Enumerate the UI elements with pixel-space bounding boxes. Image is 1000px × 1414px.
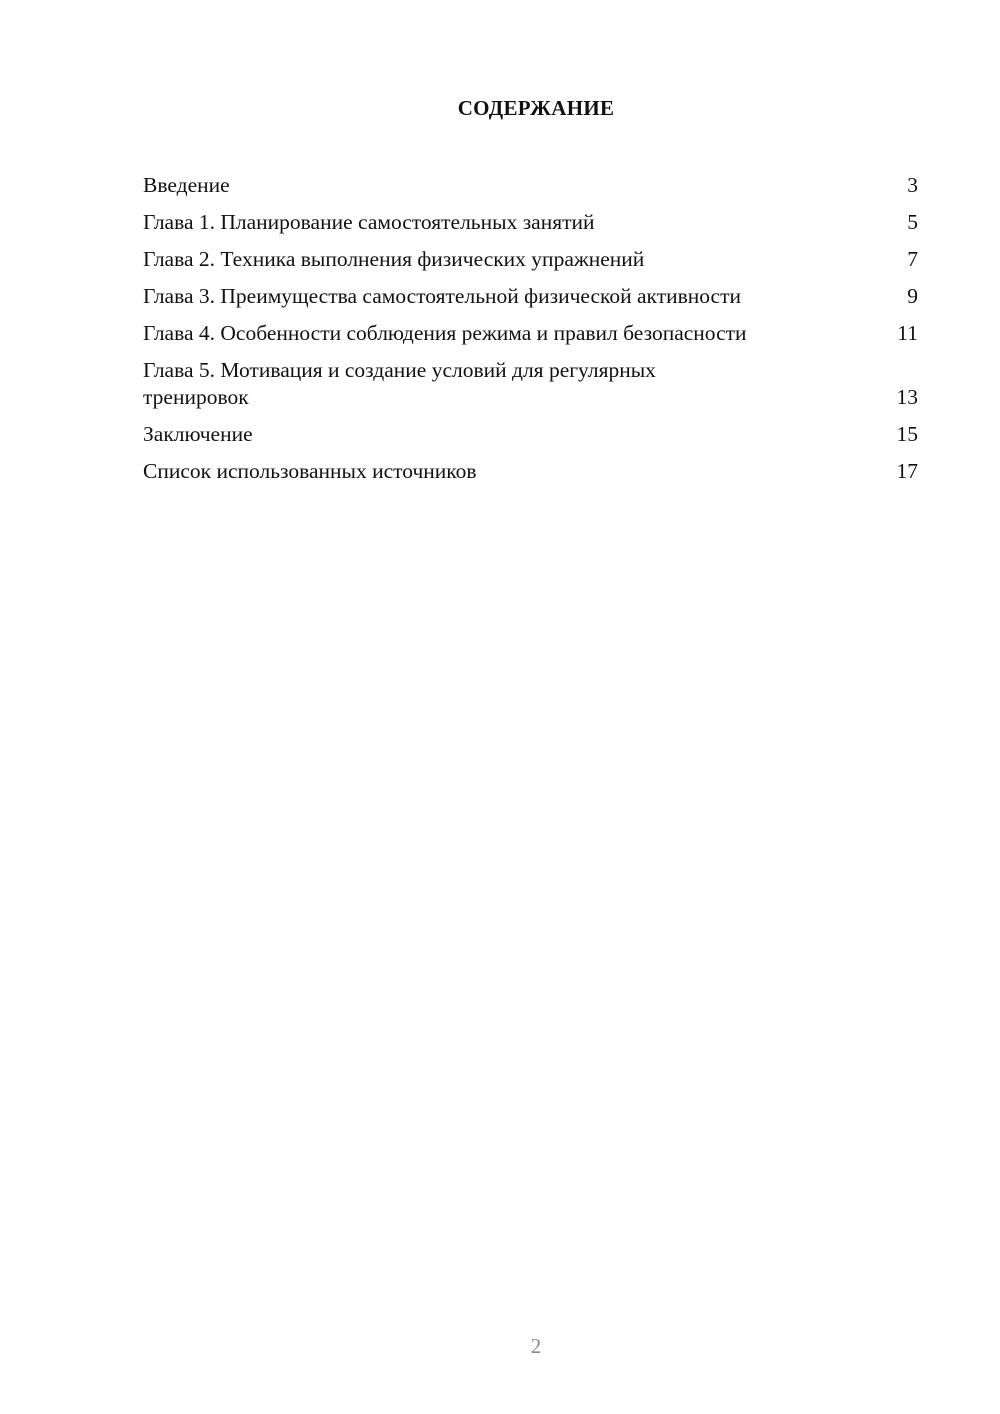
toc-entry-page: 15 bbox=[896, 422, 918, 446]
toc-entry-text: Список использованных источников bbox=[143, 459, 477, 483]
toc-title: СОДЕРЖАНИЕ bbox=[457, 96, 615, 120]
toc-entry-page: 13 bbox=[896, 385, 918, 409]
toc-entry-page: 7 bbox=[907, 247, 918, 271]
toc-entry-text: Заключение bbox=[143, 422, 253, 446]
toc-entry-text: Введение bbox=[143, 173, 230, 197]
toc-entry-text: Глава 5. Мотивация и создание условий для регулярных тренировок bbox=[143, 358, 656, 409]
toc-entry-conclusion bbox=[143, 421, 918, 448]
toc-entry-page: 3 bbox=[907, 173, 918, 197]
toc-entry-introduction bbox=[143, 172, 918, 199]
toc-entry-page: 9 bbox=[907, 284, 918, 308]
toc-entry-references bbox=[143, 458, 918, 485]
page-number: 2 bbox=[530, 1334, 542, 1358]
toc-entry-text: Глава 4. Особенности соблюдения режима и правил безопасности bbox=[143, 321, 747, 345]
toc-entry-text: Глава 3. Преимущества самостоятельной физической активности bbox=[143, 284, 741, 308]
toc-entry-text: Глава 2. Техника выполнения физических упражнений bbox=[143, 247, 645, 271]
toc-entry-chapter-2 bbox=[143, 246, 918, 273]
toc-entry-page: 17 bbox=[896, 459, 918, 483]
toc-entry-chapter-5 bbox=[143, 357, 918, 411]
toc-entry-chapter-4 bbox=[143, 320, 918, 347]
toc-entry-chapter-3 bbox=[143, 283, 918, 310]
toc-entry-chapter-1 bbox=[143, 209, 918, 236]
toc-entry-text: Глава 1. Планирование самостоятельных занятий bbox=[143, 210, 595, 234]
toc-list bbox=[143, 172, 918, 495]
toc-entry-page: 5 bbox=[907, 210, 918, 234]
toc-entry-page: 11 bbox=[897, 321, 918, 345]
